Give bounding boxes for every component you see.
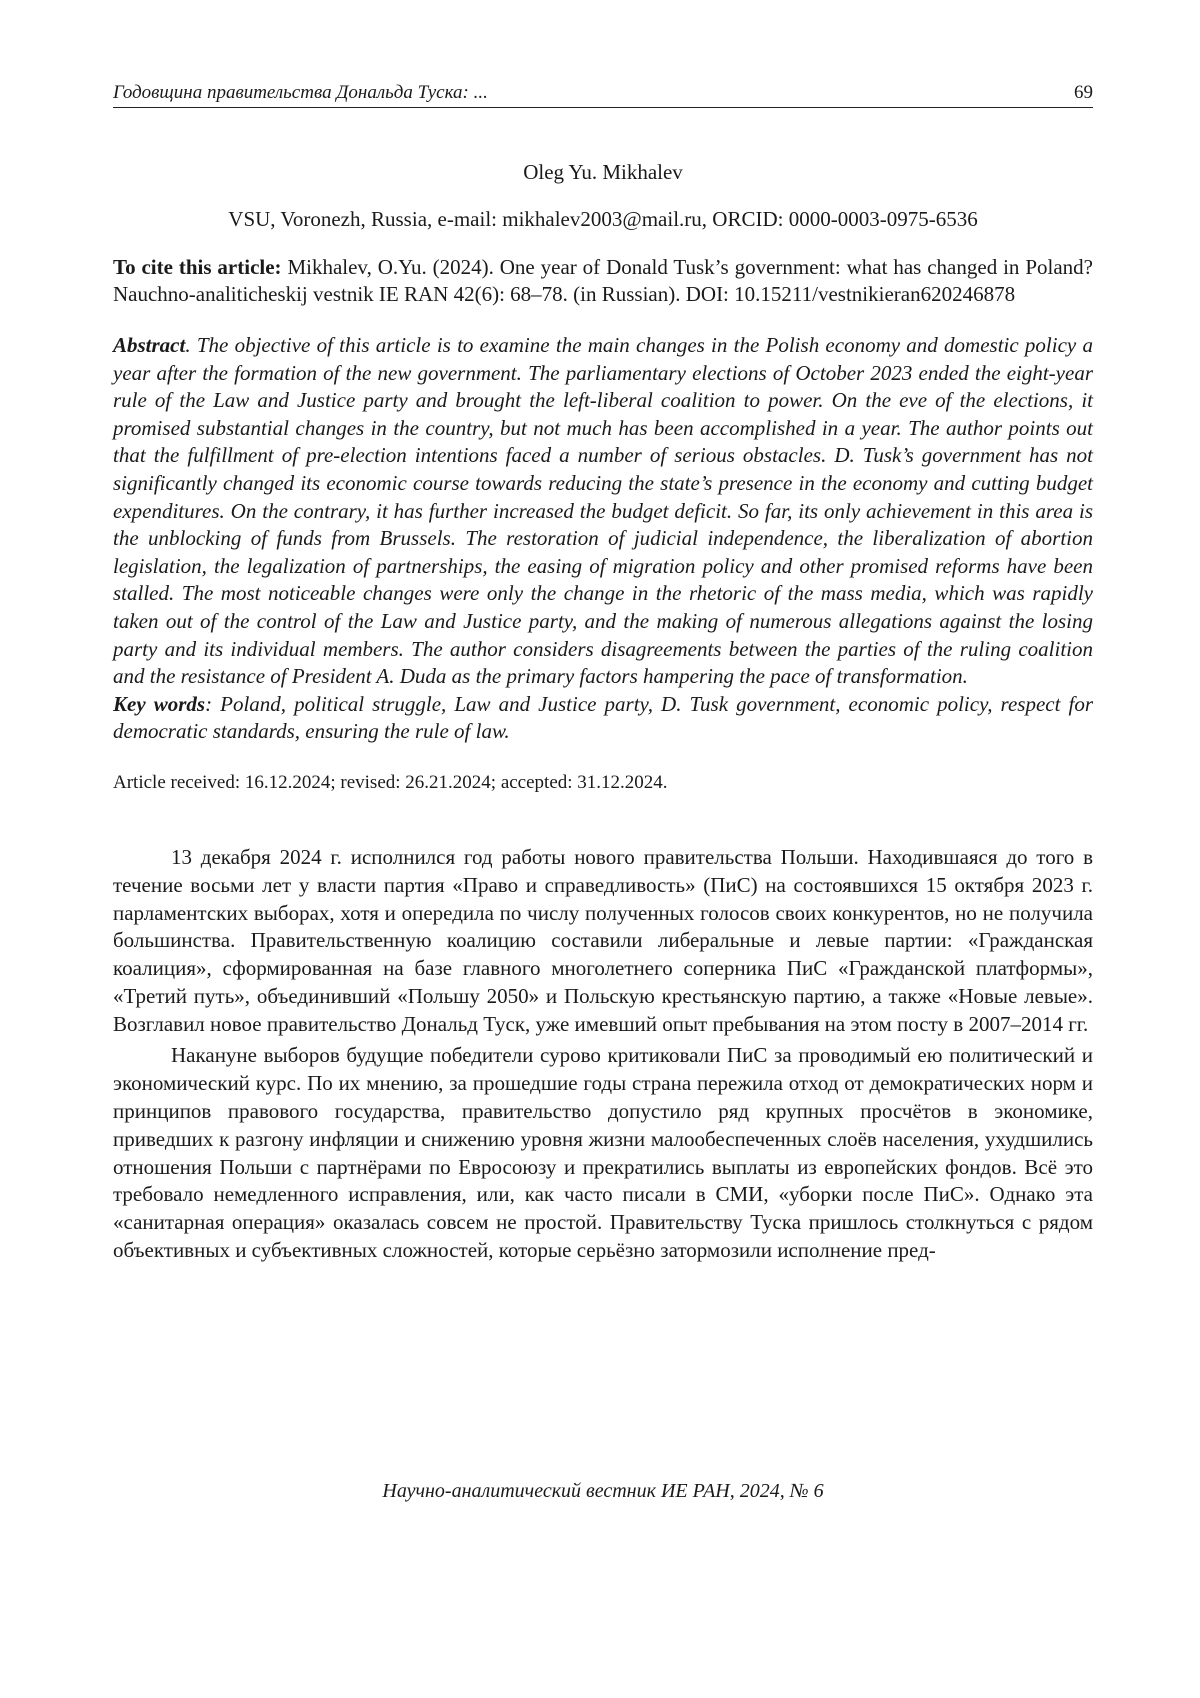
abstract-label: Abstract — [113, 333, 186, 357]
citation-label: To cite this article: — [113, 255, 282, 279]
keywords — [113, 691, 1093, 746]
citation — [113, 254, 1093, 308]
citation-text: Mikhalev, O.Yu. (2024). One year of Donald Tusk’s government: what has changed in Poland? Nauchno-analiticheskij vestnik IE RAN 42(6): 68–78. (in Russian). DOI: 10.15211/vestnikieran620246878 — [113, 255, 1093, 306]
keywords-text: : Poland, political struggle, Law and Justice party, D. Tusk government, economic policy, respect for democratic standards, ensuring the rule of law. — [113, 691, 1093, 744]
page-number: 69 — [1074, 82, 1093, 103]
page-content — [113, 82, 1093, 1269]
journal-footer: Научно-аналитический вестник ИЕ РАН, 2024, № 6 — [382, 1480, 824, 1502]
article-body — [113, 844, 1093, 1265]
author-affiliation: VSU, Voronezh, Russia, e-mail: mikhalev2003@mail.ru, ORCID: 0000-0003-0975-6536 — [228, 207, 978, 231]
body-paragraph: Накануне выборов будущие победители сурово критиковали ПиС за проводимый ею политический и экономический курс. По их мнению, за прошедшие годы страна пережила отход от демократических норм и принципов правового государства, правительство допустило ряд крупных просчётов в экономике, приведших к разгону инфляции и снижению уровня жизни малообеспеченных слоёв населения, ухудшились отношения Польши с партнёрами по Евросоюзу и прекратились выплаты из европейских фондов. Всё это требовало немедленного исправления, или, как часто писали в СМИ, «уборки после ПиС». Однако эта «санитарная операция» оказалась совсем не простой. Правительству Туска пришлось столкнуться с рядом объективных и субъективных сложностей, которые серьёзно затормозили исполнение пред- — [113, 1043, 1093, 1263]
running-title: Годовщина правительства Дональда Туска: ... — [113, 82, 488, 103]
author-name: Oleg Yu. Mikhalev — [523, 160, 683, 184]
keywords-label: Key words — [113, 691, 206, 716]
abstract-text: . The objective of this article is to examine the main changes in the Polish economy and domestic policy a year after the formation of the new government. The parliamentary elections of October 2023 ended the eight-year rule of the Law and Justice party and brought the left-liberal coalition to power. On the eve of the elections, it promised substantial changes in the country, but not much has been accomplished in a year. The author points out that the fulfillment of pre-election intentions faced a number of serious obstacles. D. Tusk’s government has not significantly changed its economic course towards reducing the state’s presence in the economy and cutting budget expenditures. On the contrary, it has further increased the budget deficit. So far, its only achievement in this area is the unblocking of funds from Brussels. The restoration of judicial independence, the liberalization of abortion legislation, the legalization of partnerships, the easing of migration policy and other promised reforms have been stalled. The most noticeable changes were only the change in the rhetoric of the mass media, which was rapidly taken out of the control of the Law and Justice party, and the making of numerous allegations against the losing party and its individual members. The author considers disagreements between the parties of the ruling coalition and the resistance of President A. Duda as the primary factors hampering the pace of transformation. — [113, 333, 1093, 689]
abstract — [113, 332, 1093, 691]
body-paragraph: 13 декабря 2024 г. исполнился год работы нового правительства Польши. Находившаяся до того в течение восьми лет у власти партия «Право и справедливость» (ПиС) на состоявшихся 15 октября 2023 г. парламентских выборах, хотя и опередила по числу полученных голосов своих конкурентов, но не получила большинства. Правительственную коалицию составили либеральные и левые партии: «Гражданская коалиция», сформированная на базе главного многолетнего соперника ПиС «Гражданской платформы», «Третий путь», объединивший «Польшу 2050» и Польскую крестьянскую партию, а также «Новые левые». Возглавил новое правительство Дональд Туск, уже имевший опыт пребывания на этом посту в 2007–2014 гг. — [113, 844, 1093, 1036]
article-dates: Article received: 16.12.2024; revised: 26.21.2024; accepted: 31.12.2024. — [113, 771, 668, 793]
running-header — [113, 82, 1093, 108]
